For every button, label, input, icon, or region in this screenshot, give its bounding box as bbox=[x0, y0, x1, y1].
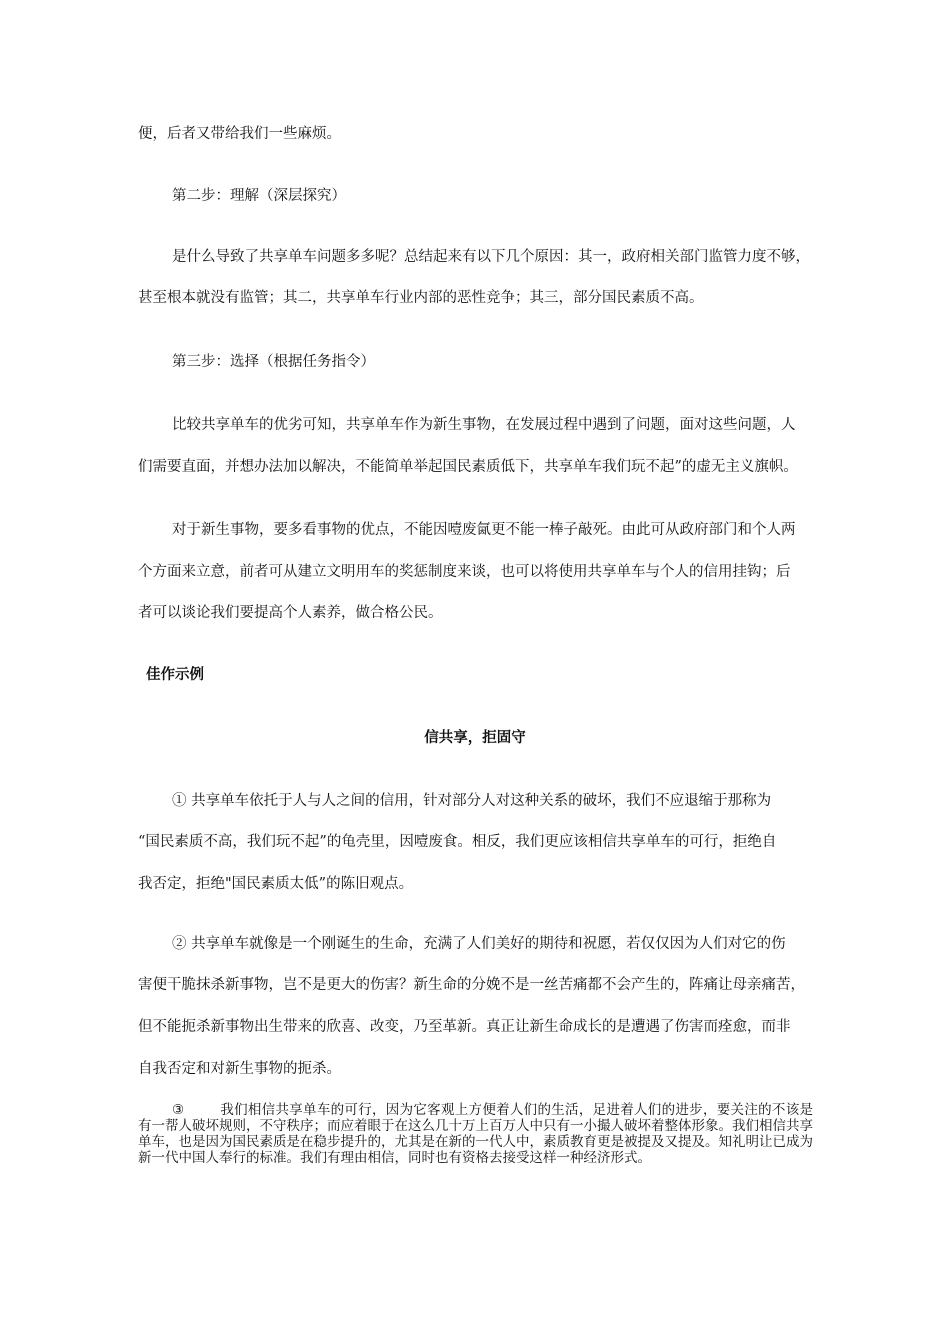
text-line: 比较共享单车的优劣可知，共享单车作为新生事物，在发展过程中遇到了问题，面对这些问题，人 bbox=[172, 417, 796, 433]
text-line: 者可以谈论我们要提高个人素养，做合格公民。 bbox=[138, 605, 443, 621]
text-line: ② 共享单车就像是一个刚诞生的生命，充满了人们美好的期待和祝愿，若仅仅因为人们对它的伤 bbox=[172, 936, 786, 952]
section-heading: 佳作示例 bbox=[146, 667, 204, 683]
text-line: 们需要直面，并想办法加以解决，不能简单举起国民素质低下，共享单车我们玩不起”的虚无主义旗帜。 bbox=[138, 459, 798, 475]
text-line: 是什么导致了共享单车问题多多呢？总结起来有以下几个原因：其一，政府相关部门监管力度不够， bbox=[172, 249, 810, 265]
step-heading: 第二步：理解（深层探究） bbox=[172, 188, 346, 204]
paragraph-3 bbox=[138, 1102, 813, 1166]
text-line: 我否定，拒绝"国民素质太低”的陈旧观点。 bbox=[138, 876, 414, 892]
text-line: 甚至根本就没有监管；其二，共享单车行业内部的恶性竞争；其三，部分国民素质不高。 bbox=[138, 290, 704, 306]
text-line: 自我否定和对新生事物的扼杀。 bbox=[138, 1061, 341, 1077]
text-line: 但不能扼杀新事物出生带来的欣喜、改变，乃至革新。真正让新生命成长的是遭遇了伤害而痊愈，而非 bbox=[138, 1019, 791, 1035]
text-line: “国民素质不高，我们玩不起”的龟壳里，因噎废食。相反，我们更应该相信共享单车的可行，拒绝自 bbox=[138, 834, 777, 850]
paragraph-number: ③ bbox=[172, 1102, 185, 1118]
text-line: 对于新生事物，要多看事物的优点，不能因噎废氤更不能一棒子敲死。由此可从政府部门和个人两 bbox=[172, 522, 796, 538]
text-line: 个方面来立意，前者可从建立文明用车的奖惩制度来谈，也可以将使用共享单车与个人的信用挂钩；后 bbox=[138, 564, 791, 580]
essay-title: 信共享，拒固守 bbox=[424, 730, 526, 746]
step-heading: 第三步：选择（根据任务指令） bbox=[172, 354, 375, 370]
text-line: ① 共享单车依托于人与人之间的信用，针对部分人对这种关系的破坏，我们不应退缩于那称为 bbox=[172, 793, 772, 809]
text-line: 害便干脆抹杀新事物，岂不是更大的伤害？新生命的分娩不是一丝苦痛都不会产生的，阵痛让母亲痛苦， bbox=[138, 977, 805, 993]
paragraph-text: 我们相信共享单车的可行，因为它客观上方便着人们的生活，足进着人们的进步，要关注的不该是有一帮人破坏规则，不守秩序；而应着眼于在这么几十万上百万人中只有一小撮人破坏着整体形象。我们相信共享单车，也是因为国民素质是在稳步提升的，尤其是在新的一代人中，素质教育更是被提及又提及。知礼明让已成为新一代中国人奉行的标准。我们有理由相信，同时也有资格去接受这样一种经济形式。 bbox=[138, 1102, 813, 1166]
text-line: 便，后者又带给我们一些麻烦。 bbox=[138, 126, 341, 142]
